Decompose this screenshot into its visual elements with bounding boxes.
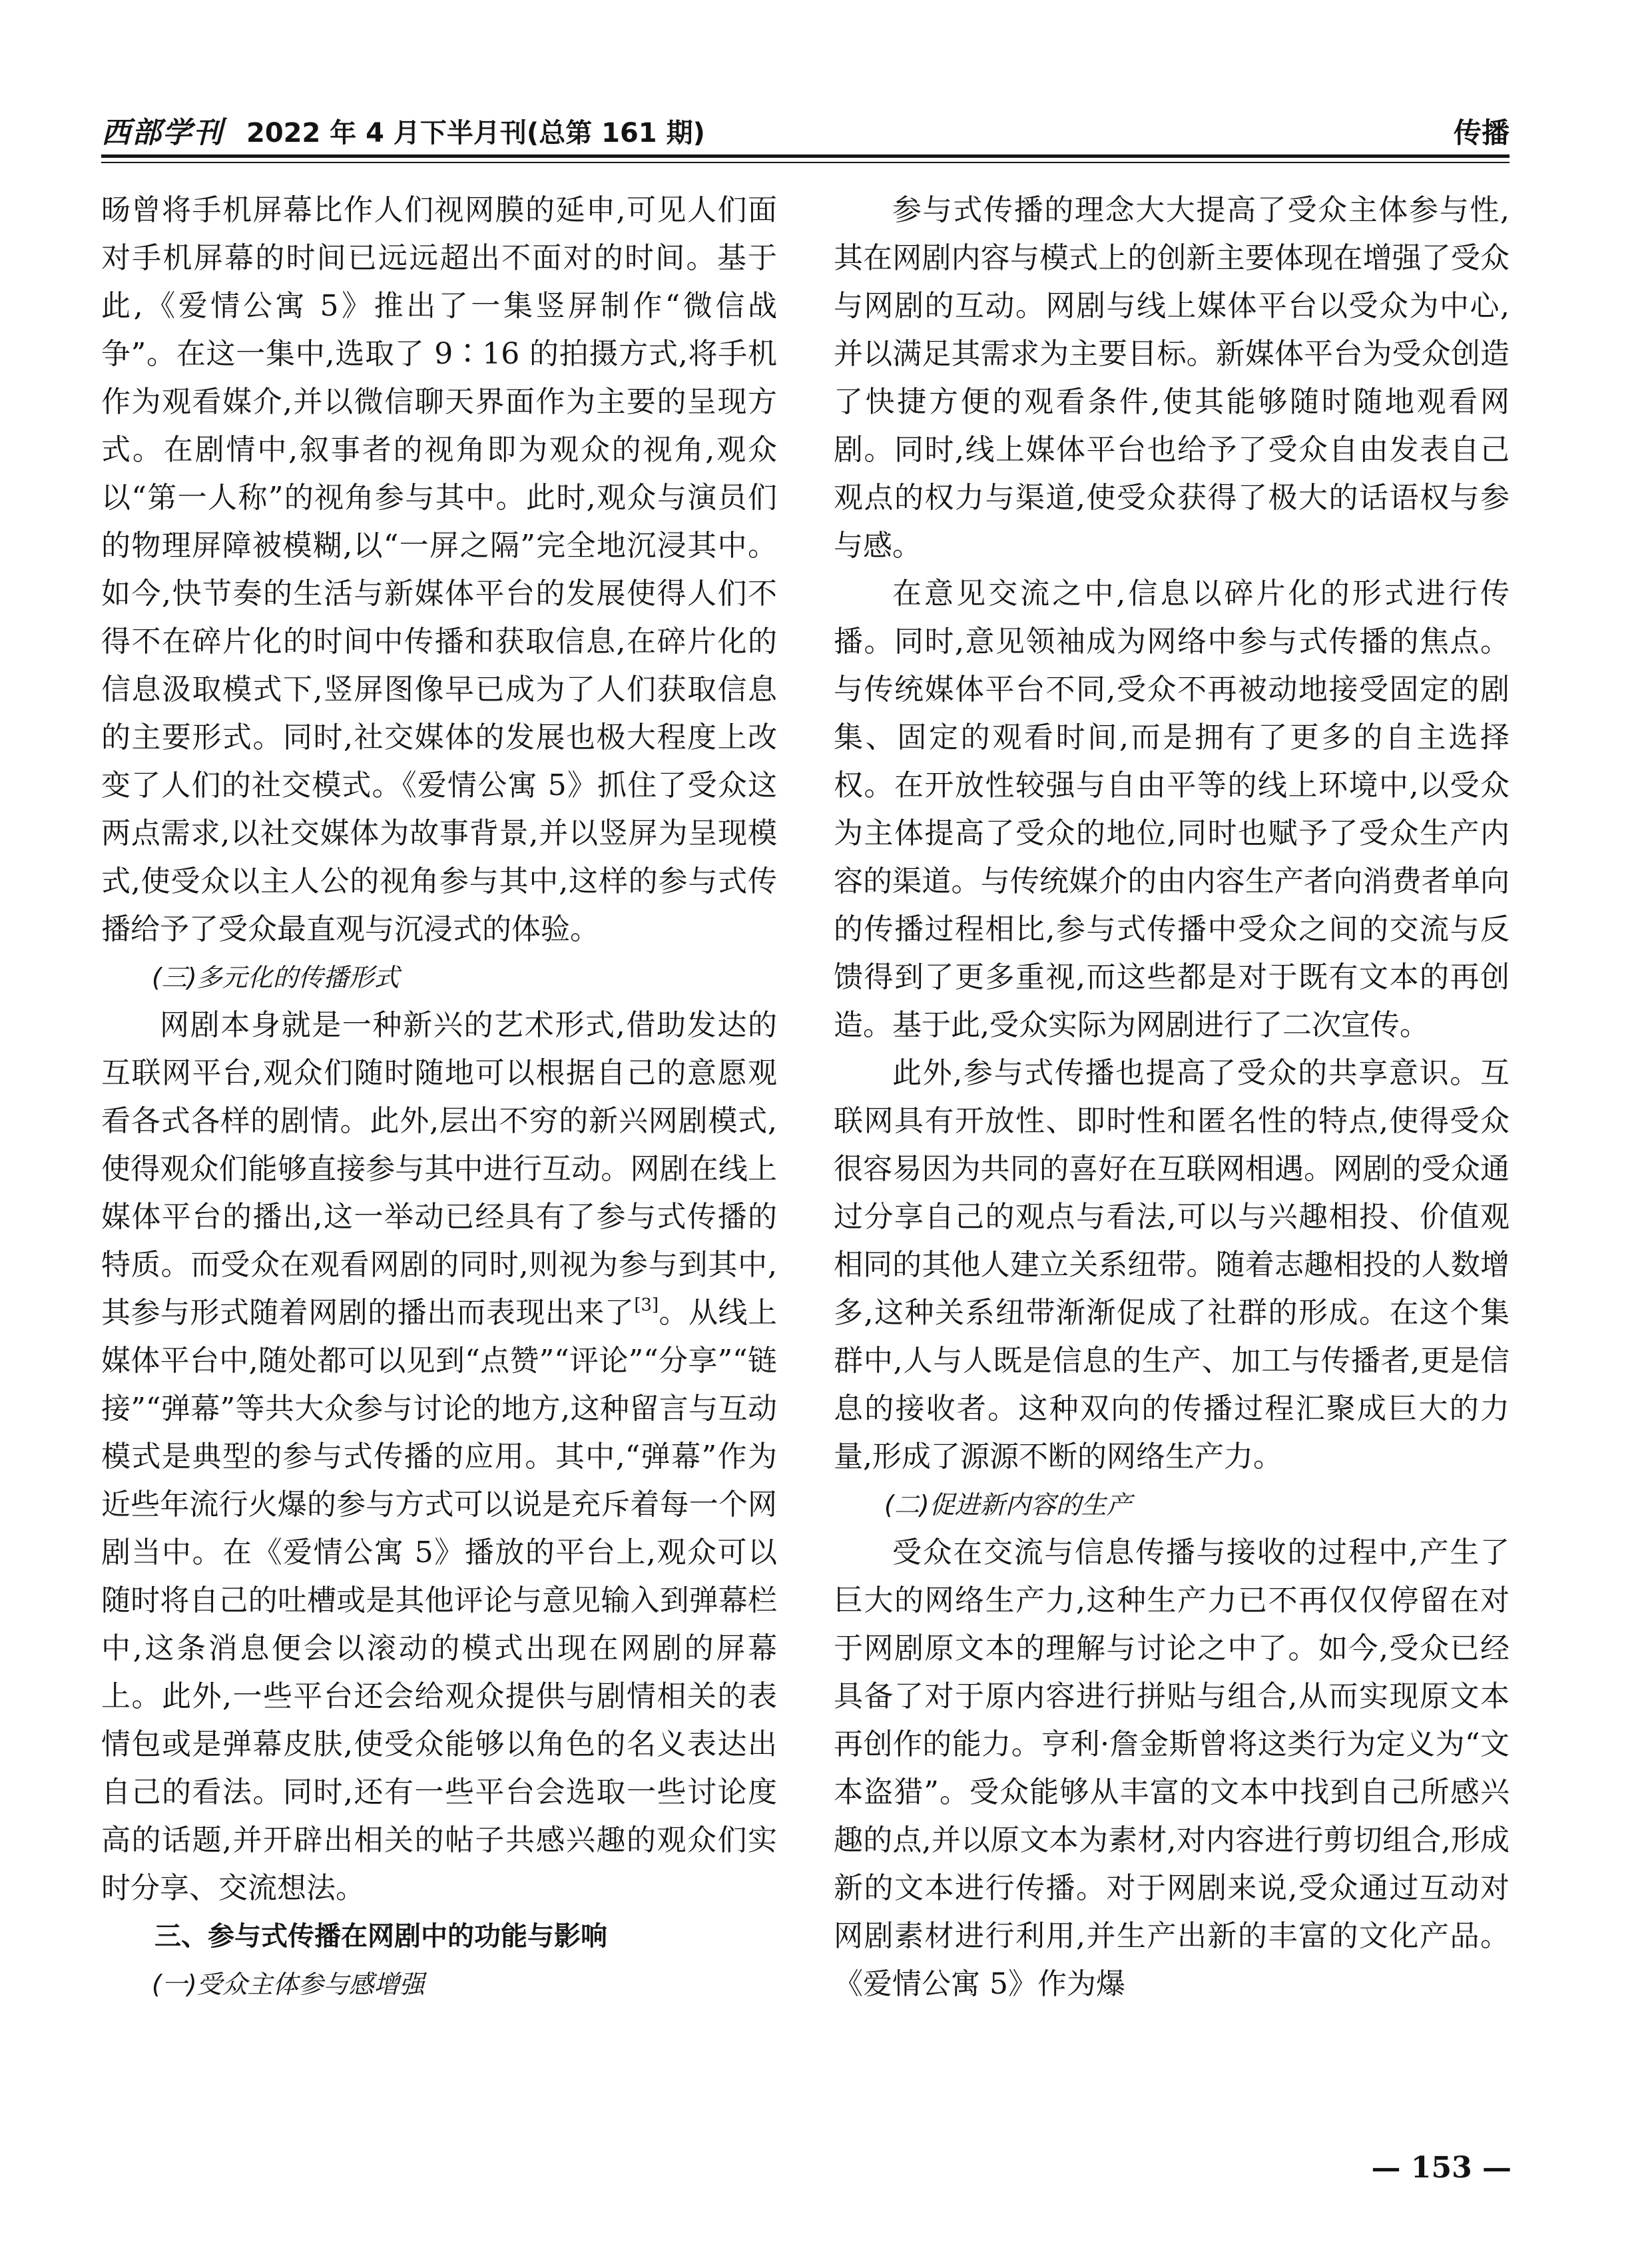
right-column <box>834 186 1510 2008</box>
issue-info: 2022 年 4 月下半月刊(总第 161 期) <box>246 118 705 148</box>
header-rule-thin <box>101 162 1510 163</box>
left-column <box>101 186 777 2008</box>
paragraph: 此外,参与式传播也提高了受众的共享意识。互联网具有开放性、即时性和匿名性的特点,使得受众很容易因为共同的喜好在互联网相遇。网剧的受众通过分享自己的观点与看法,可以与兴趣相投、价值观相同的其他人建立关系纽带。随着志趣相投的人数增多,这种关系纽带渐渐促成了社群的形成。在这个集群中,人与人既是信息的生产、加工与传播者,更是信息的接收者。这种双向的传播过程汇聚成巨大的力量,形成了源源不断的网络生产力。 <box>834 1056 1510 1474</box>
paragraph <box>101 1001 777 1912</box>
running-header <box>101 112 1510 158</box>
paragraph: 受众在交流与信息传播与接收的过程中,产生了巨大的网络生产力,这种生产力已不再仅仅停留在对于网剧原文本的理解与讨论之中了。如今,受众已经具备了对于原内容进行拼贴与组合,从而实现原文本再创作的能力。亨利·詹金斯曾将这类行为定义为“文本盗猎”。受众能够从丰富的文本中找到自己所感兴趣的点,并以原文本为素材,对内容进行剪切组合,形成新的文本进行传播。对于网剧来说,受众通过互动对网剧素材进行利用,并生产出新的丰富的文化产品。《爱情公寓 5》作为爆 <box>834 1536 1510 2001</box>
paragraph: 参与式传播的理念大大提高了受众主体参与性,其在网剧内容与模式上的创新主要体现在增强了受众与网剧的互动。网剧与线上媒体平台以受众为中心,并以满足其需求为主要目标。新媒体平台为受众创造了快捷方便的观看条件,使其能够随时随地观看网剧。同时,线上媒体平台也给予了受众自由发表自己观点的权力与渠道,使受众获得了极大的话语权与参与感。 <box>834 193 1510 563</box>
section-label: 传播 <box>1453 117 1510 149</box>
page-number: — 153 — <box>1371 2151 1512 2185</box>
citation-ref: [3] <box>634 1294 659 1315</box>
header-rule-thick <box>101 154 1510 158</box>
section-heading: 三、参与式传播在网剧中的功能与影响 <box>154 1921 607 1952</box>
paragraph: 在意见交流之中,信息以碎片化的形式进行传播。同时,意见领袖成为网络中参与式传播的焦点。与传统媒体平台不同,受众不再被动地接受固定的剧集、固定的观看时间,而是拥有了更多的自主选择权。在开放性较强与自由平等的线上环境中,以受众为主体提高了受众的地位,同时也赋予了受众生产内容的渠道。与传统媒介的由内容生产者向消费者单向的传播过程相比,参与式传播中受众之间的交流与反馈得到了更多重视,而这些都是对于既有文本的再创造。基于此,受众实际为网剧进行了二次宣传。 <box>834 577 1510 1042</box>
paragraph-text: 。从线上媒体平台中,随处都可以见到“点赞”“评论”“分享”“链接”“弹幕”等共大众参与讨论的地方,这种留言与互动模式是典型的参与式传播的应用。其中,“弹幕”作为近些年流行火爆的参与方式可以说是充斥着每一个网剧当中。在《爱情公寓 5》播放的平台上,观众可以随时将自己的吐槽或是其他评论与意见输入到弹幕栏中,这条消息便会以滚动的模式出现在网剧的屏幕上。此外,一些平台还会给观众提供与剧情相关的表情包或是弹幕皮肤,使受众能够以角色的名义表达出自己的看法。同时,还有一些平台会选取一些讨论度高的话题,并开辟出相关的帖子共感兴趣的观众们实时分享、交流想法。 <box>101 1296 778 1905</box>
subsection-heading: (一)受众主体参与感增强 <box>152 1970 425 1999</box>
paragraph: 旸曾将手机屏幕比作人们视网膜的延申,可见人们面对手机屏幕的时间已远远超出不面对的时间。基于此,《爱情公寓 5》推出了一集竖屏制作“微信战争”。在这一集中,选取了 9∶16 的拍摄方式,将手机作为观看媒介,并以微信聊天界面作为主要的呈现方式。在剧情中,叙事者的视角即为观众的视角,观众以“第一人称”的视角参与其中。此时,观众与演员们的物理屏障被模糊,以“一屏之隔”完全地沉浸其中。如今,快节奏的生活与新媒体平台的发展使得人们不得不在碎片化的时间中传播和获取信息,在碎片化的信息汲取模式下,竖屏图像早已成为了人们获取信息的主要形式。同时,社交媒体的发展也极大程度上改变了人们的社交模式。《爱情公寓 5》抓住了受众这两点需求,以社交媒体为故事背景,并以竖屏为呈现模式,使受众以主人公的视角参与其中,这样的参与式传播给予了受众最直观与沉浸式的体验。 <box>101 193 777 946</box>
paragraph-text: 网剧本身就是一种新兴的艺术形式,借助发达的互联网平台,观众们随时随地可以根据自己的意愿观看各式各样的剧情。此外,层出不穷的新兴网剧模式,使得观众们能够直接参与其中进行互动。网剧在线上媒体平台的播出,这一举动已经具有了参与式传播的特质。而受众在观看网剧的同时,则视为参与到其中,其参与形式随着网剧的播出而表现出来了 <box>101 1008 777 1330</box>
subsection-heading: (三)多元化的传播形式 <box>152 963 400 992</box>
journal-logo: 西部学刊 <box>101 116 224 150</box>
subsection-heading: (二)促进新内容的生产 <box>884 1490 1132 1520</box>
